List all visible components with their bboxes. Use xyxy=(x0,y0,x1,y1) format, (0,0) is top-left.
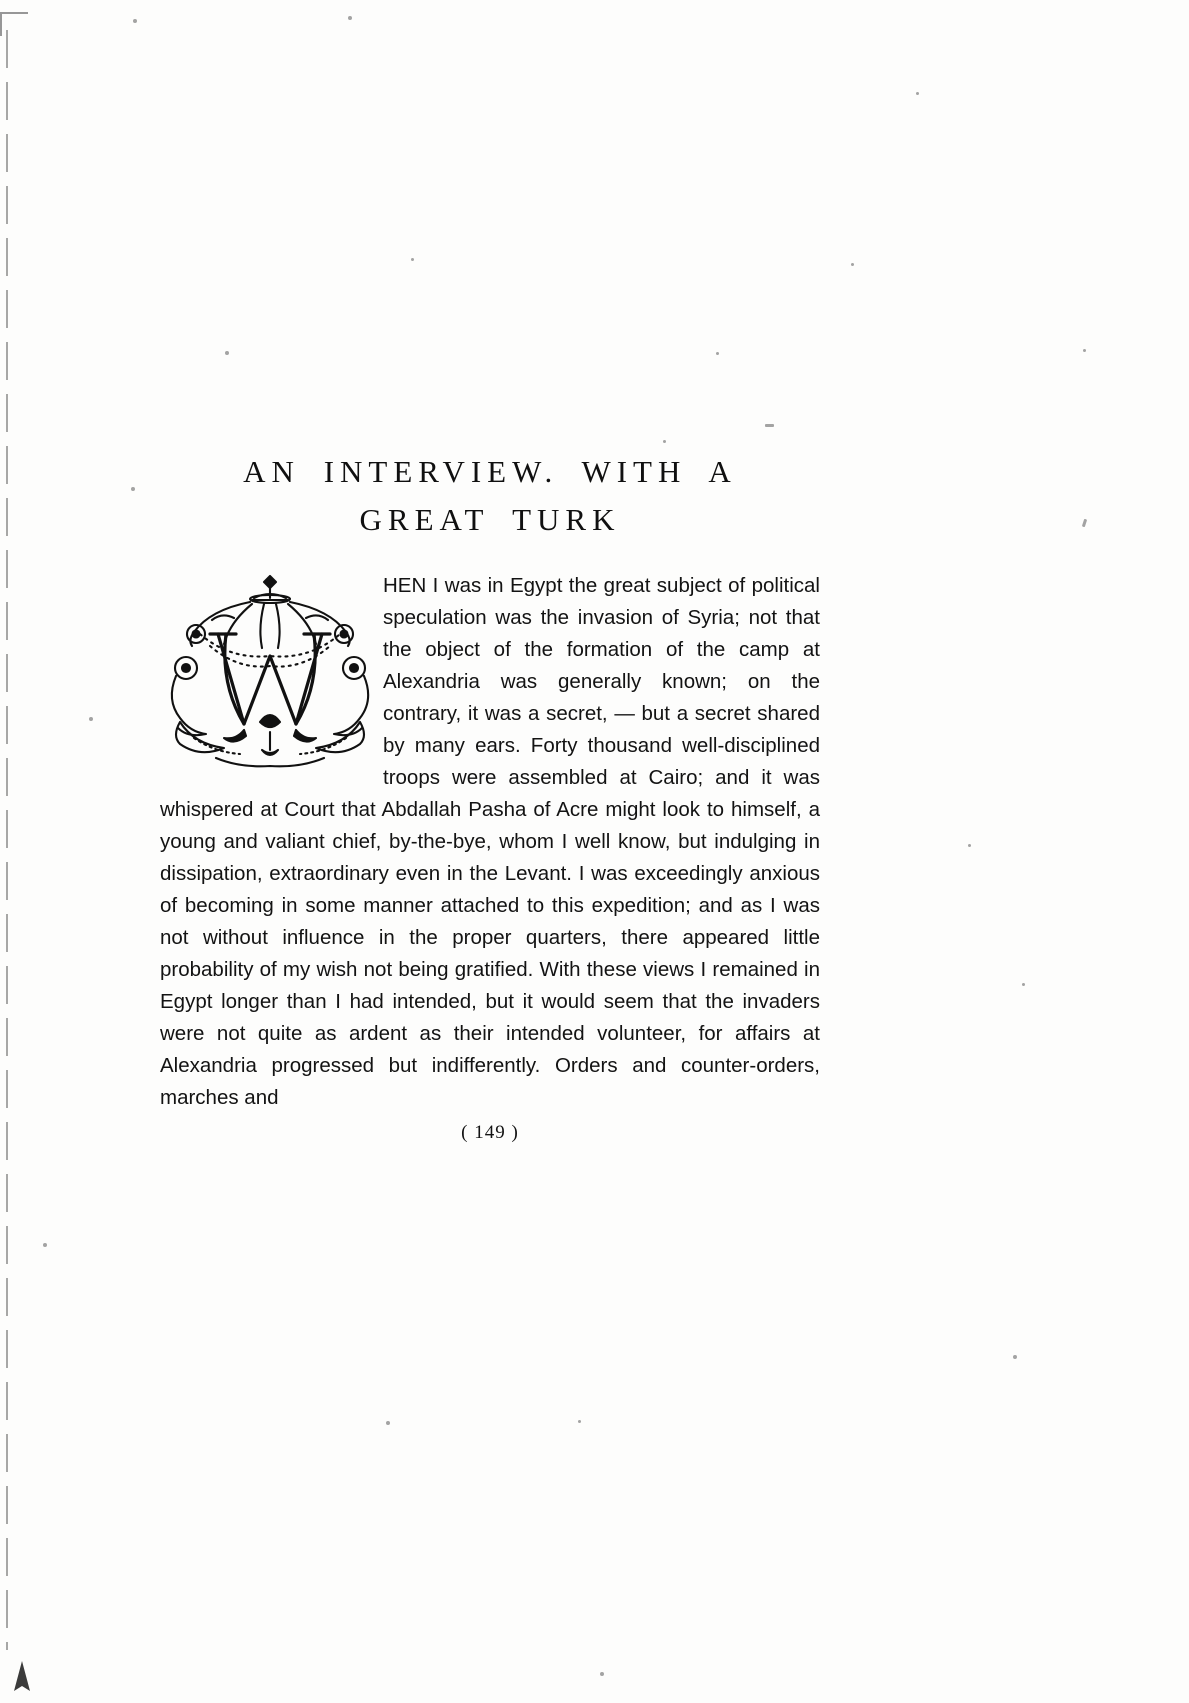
page-content xyxy=(160,448,820,1147)
scan-speck xyxy=(968,844,971,847)
page-folio-number: ( 149 ) xyxy=(461,1121,519,1143)
page-edge-corner-mark xyxy=(0,12,28,36)
scan-speck xyxy=(916,92,919,95)
scan-speck xyxy=(225,351,229,355)
scan-speck xyxy=(386,1421,390,1425)
scan-speck xyxy=(716,352,719,355)
scan-speck xyxy=(133,19,137,23)
page-title-line-1: AN INTERVIEW. WITH A xyxy=(243,454,737,489)
scan-speck xyxy=(43,1243,47,1247)
body-paragraph: HEN I was in Egypt the great subject of political speculation was the invasion of Syria; not that the object of the formation of the camp at Alexandria was generally known; on the contrary, it was a secret, — but a secret shared by many ears. Forty thousand well-disciplined troops were assembled at Cairo; and it was whispered at Court that Abdallah Pasha of Acre might look to himself, a young and valiant chief, by-the-bye, whom I well know, but indulging in dissipation, extraordinary even in the Levant. I was exceedingly anxious of becoming in some manner attached to this expedition; and as I was not without influence in the proper quarters, there appeared little probability of my wish not being gratified. With these views I remained in Egypt longer than I had intended, but it would seem that the invaders were not quite as ardent as their intended volunteer, for affairs at Alexandria progressed but indifferently. Orders and counter-orders, marches and xyxy=(160,574,820,1109)
scan-speck xyxy=(1082,519,1087,528)
scan-speck xyxy=(348,16,352,20)
scan-speck xyxy=(411,258,414,261)
ornamental-initial-w-icon xyxy=(160,572,375,787)
scan-speck xyxy=(89,717,93,721)
scan-speck xyxy=(851,263,854,266)
scan-speck xyxy=(578,1420,581,1423)
scan-speck xyxy=(1083,349,1086,352)
scan-speck xyxy=(131,487,135,491)
scan-speck xyxy=(1013,1355,1017,1359)
scan-speck xyxy=(1022,983,1025,986)
scan-speck xyxy=(663,440,666,443)
article-body xyxy=(160,570,820,1147)
page-title-line-2: GREAT TURK xyxy=(359,502,621,538)
scan-speck xyxy=(600,1672,604,1676)
page-edge-bottom-mark xyxy=(8,1661,36,1695)
page-title xyxy=(160,448,820,544)
page-edge-binding-line xyxy=(6,30,8,1650)
scan-speck xyxy=(765,424,774,427)
